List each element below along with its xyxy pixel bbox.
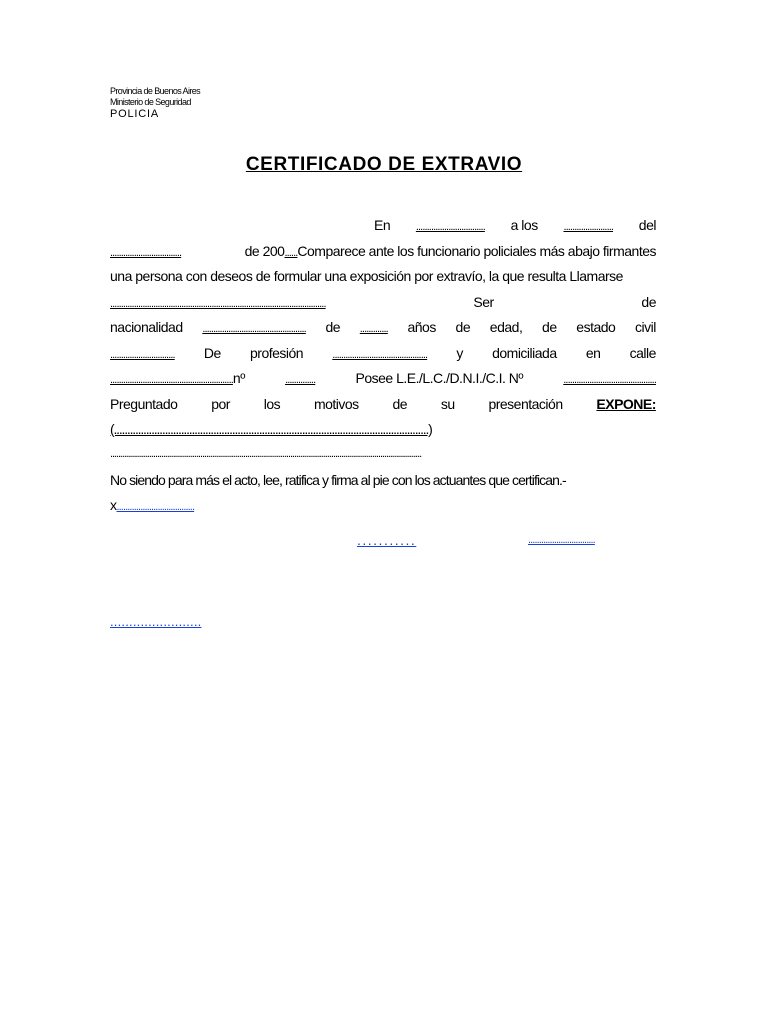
- text: x: [110, 497, 117, 513]
- text: Ser: [473, 294, 494, 310]
- blank-day[interactable]: ................................: [415, 221, 485, 233]
- body-line-10: [110, 448, 656, 460]
- police-label: POLICIA: [110, 108, 160, 120]
- text: motivos: [313, 396, 359, 412]
- text: presentación: [488, 396, 563, 412]
- body-line-12: [110, 497, 656, 513]
- text: años: [407, 319, 436, 335]
- blank-month[interactable]: .......................: [563, 221, 614, 233]
- blank-year-prefix[interactable]: .................................: [110, 247, 182, 259]
- text: Comparece ante los funcionario policiales más abajo firmantes: [297, 243, 656, 259]
- body-line-5: [110, 319, 656, 335]
- closing-statement: No siendo para más el acto, lee, ratifica y firma al pie con los actuantes que certifican.-: [110, 472, 566, 488]
- text: a los: [510, 217, 538, 233]
- text: En: [374, 217, 391, 233]
- text: los: [263, 396, 281, 412]
- blank-street[interactable]: .........................................................: [110, 374, 233, 386]
- text: civil: [635, 319, 656, 335]
- body-line-8: [110, 396, 656, 412]
- text: Posee L.E./L.C./D.N.I./C.I. Nº: [355, 370, 524, 386]
- province-label: Provincia de Buenos Aires: [110, 86, 201, 96]
- signature-declarant[interactable]: ....................................: [116, 501, 195, 513]
- blank-exposition[interactable]: (.....................................................................................................................): [110, 421, 432, 437]
- text: y: [456, 345, 463, 361]
- signature-officer-2[interactable]: ...............................: [528, 534, 595, 546]
- text: de 200: [244, 243, 285, 259]
- blank-document-number[interactable]: ...........................................: [563, 374, 656, 386]
- blank-name[interactable]: ....................................................................................................: [110, 298, 326, 310]
- text: su: [440, 396, 455, 412]
- text: De: [203, 345, 221, 361]
- text: por: [211, 396, 230, 412]
- body-line-3: [110, 268, 656, 284]
- body-line-7: [110, 370, 656, 386]
- signature-officer-1[interactable]: ...........: [357, 532, 417, 548]
- body-line-9: [110, 421, 656, 437]
- text: Preguntado: [110, 396, 178, 412]
- blank-marital-status[interactable]: ..............................: [110, 349, 175, 361]
- blank-nationality[interactable]: ................................................: [202, 323, 306, 335]
- text: en: [585, 345, 601, 361]
- text: profesión: [250, 345, 304, 361]
- body-line-4: [110, 294, 656, 310]
- text: de: [641, 294, 656, 310]
- blank-age[interactable]: .............: [359, 323, 388, 335]
- signature-officer-3[interactable]: ........................: [110, 614, 202, 629]
- text: nº: [232, 370, 245, 386]
- text: de: [392, 396, 408, 412]
- text: domiciliada: [492, 345, 557, 361]
- text: de: [455, 319, 471, 335]
- ministry-label: Ministerio de Seguridad: [110, 97, 191, 107]
- body-line-6: [110, 345, 656, 361]
- text: nacionalidad: [110, 319, 183, 335]
- expone-label: EXPONE:: [596, 396, 656, 412]
- text: una persona con deseos de formular una exposición por extravío, la que resulta Llamarse: [110, 268, 623, 284]
- text: calle: [629, 345, 656, 361]
- body-line-11: [110, 472, 656, 488]
- text: de: [325, 319, 341, 335]
- text: de: [542, 319, 557, 335]
- body-line-2: [110, 243, 656, 259]
- document-title: CERTIFICADO DE EXTRAVIO: [245, 154, 523, 175]
- text: edad,: [489, 319, 523, 335]
- blank-profession[interactable]: ............................................: [332, 349, 428, 361]
- text: del: [638, 217, 656, 233]
- text: estado: [576, 319, 616, 335]
- blank-year[interactable]: ......: [284, 247, 298, 259]
- blank-exposition-continued[interactable]: ...............................................................................................................................................................: [110, 448, 422, 460]
- body-line-1: [374, 217, 656, 233]
- blank-street-number[interactable]: ..............: [285, 374, 316, 386]
